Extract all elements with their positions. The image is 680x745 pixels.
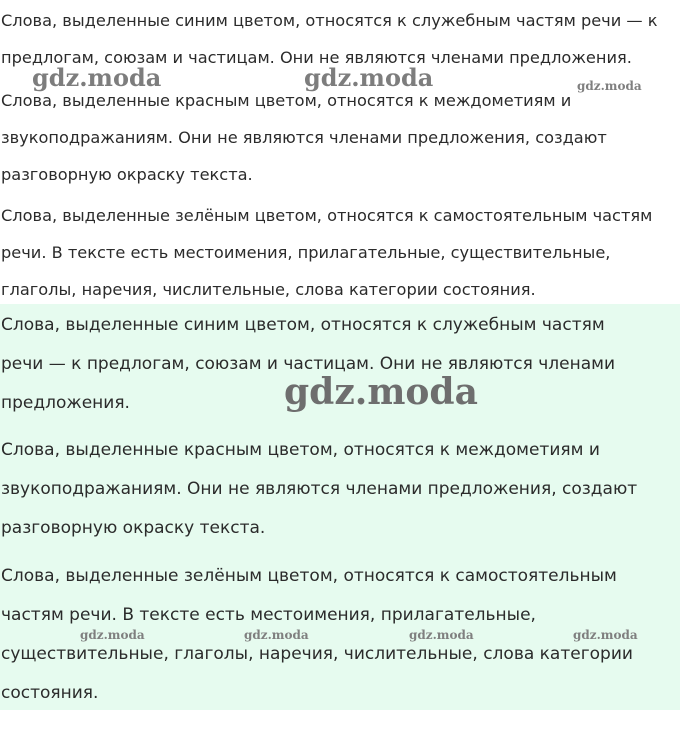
paragraph-interjections: Слова, выделенные красным цветом, относятся к междометиям и звукоподражаниям. Они не являются членами предложения, создают разговорную окраску текста.	[1, 440, 638, 538]
paragraph-service-words: Слова, выделенные синим цветом, относятся к служебным частям речи — к предлогам, союзам и частицам. Они не являются членами предложения.	[1, 315, 615, 413]
paragraph-interjections: Слова, выделенные красным цветом, относятся к междометиям и звукоподражаниям. Они не являются членами предложения, создают разговорную окраску текста.	[1, 91, 607, 184]
watermark: gdz.moda	[244, 628, 309, 642]
watermark: gdz.moda	[409, 628, 474, 642]
watermark: gdz.moda	[304, 63, 434, 92]
watermark: gdz.moda	[80, 628, 145, 642]
watermark: gdz.moda	[573, 628, 638, 642]
watermark: gdz.moda	[577, 79, 642, 93]
paragraph-independent-words: Слова, выделенные зелёным цветом, относятся к самостоятельным частям речи. В тексте есть местоимения, прилагательные, существительные, глаголы, наречия, числительные, слова категории состояния.	[1, 206, 653, 299]
paragraph-independent-words: Слова, выделенные зелёным цветом, относятся к самостоятельным частям речи. В тексте есть местоимения, прилагательные, существительные, глаголы, наречия, числительные, слова категории состояния.	[1, 566, 633, 703]
highlighted-answer-block	[0, 304, 680, 710]
paragraph-service-words: Слова, выделенные синим цветом, относятся к служебным частям речи — к предлогам, союзам и частицам. Они не являются членами предложения.	[1, 11, 658, 67]
watermark: gdz.moda	[32, 63, 162, 92]
watermark: gdz.moda	[284, 371, 478, 413]
